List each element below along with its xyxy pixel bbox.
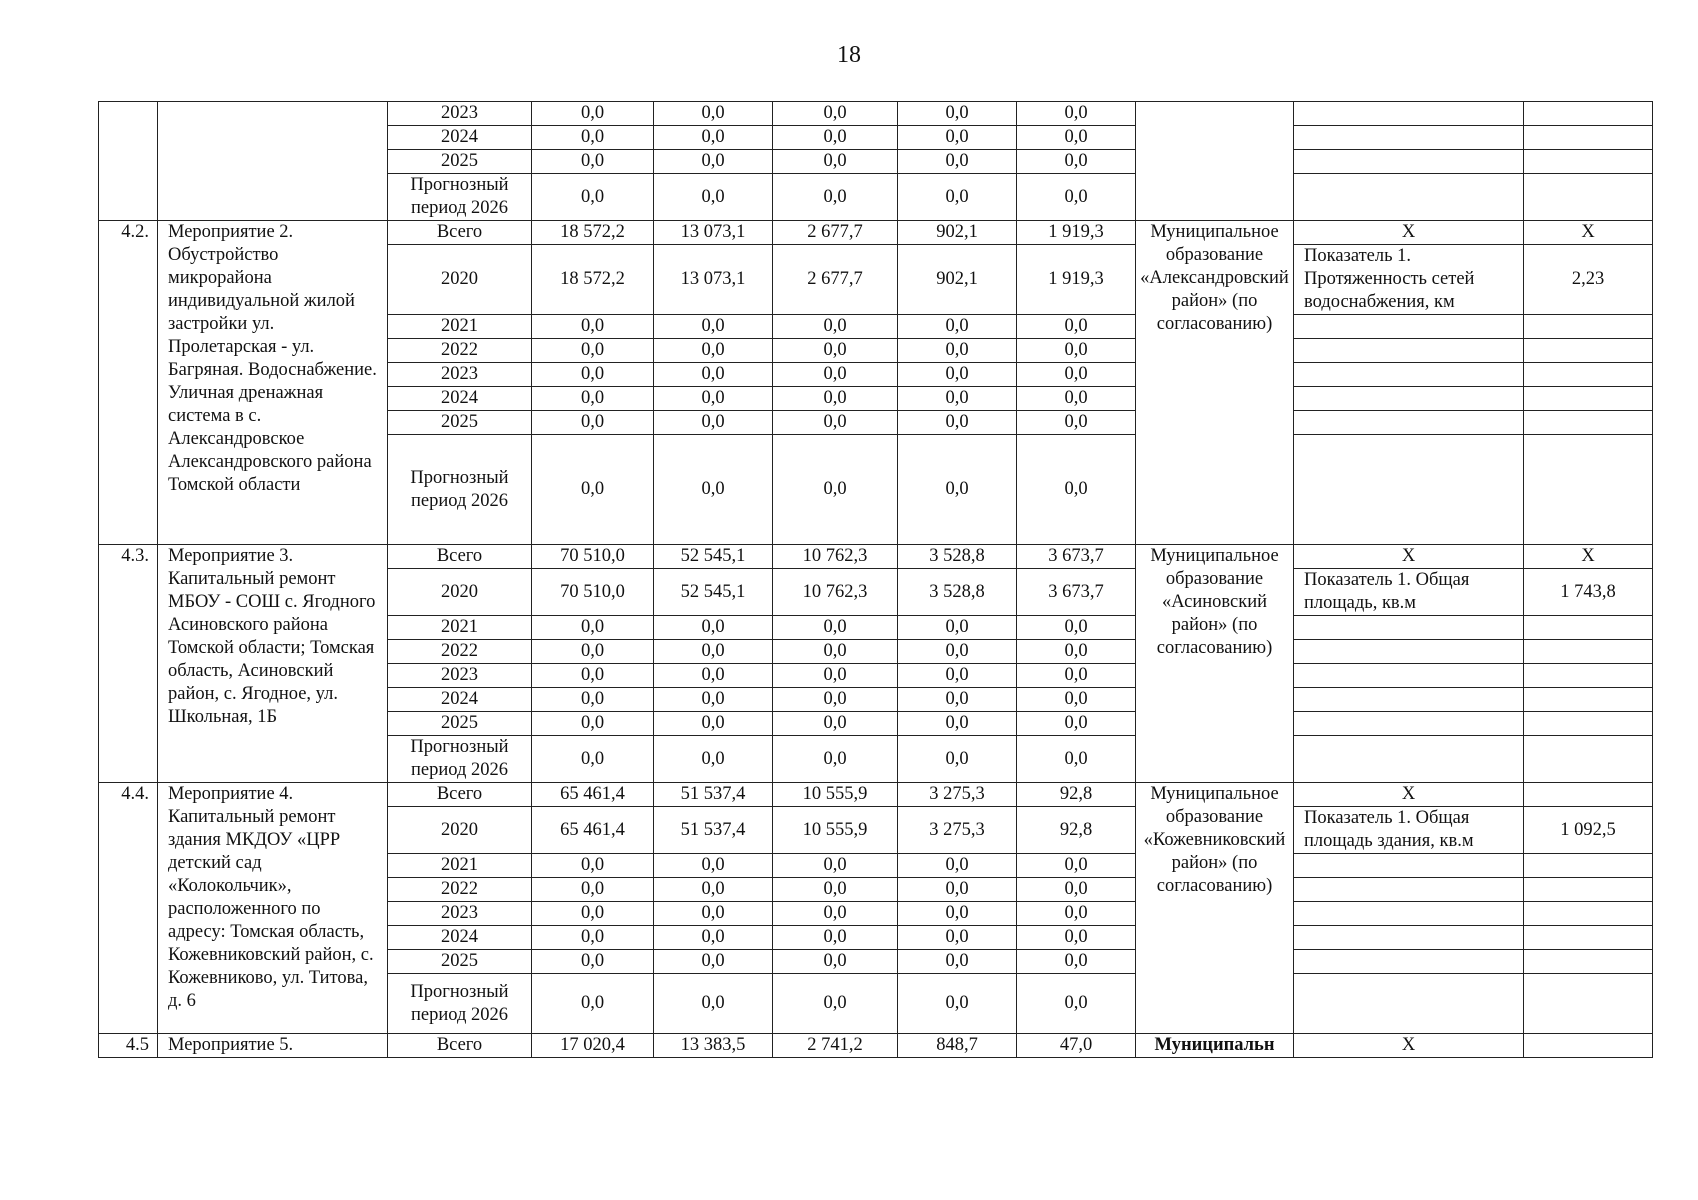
- amount-cell: 0,0: [654, 174, 773, 221]
- amount-cell: 0,0: [532, 878, 654, 902]
- amount-cell: 0,0: [532, 411, 654, 435]
- amount-cell: 0,0: [532, 902, 654, 926]
- period-cell: Всего: [388, 545, 532, 569]
- amount-cell: 0,0: [773, 736, 898, 783]
- period-cell: 2023: [388, 363, 532, 387]
- amount-cell: 0,0: [1017, 688, 1136, 712]
- empty-cell: [1524, 387, 1653, 411]
- amount-cell: 0,0: [532, 664, 654, 688]
- amount-cell: 10 762,3: [773, 569, 898, 616]
- amount-cell: 0,0: [773, 435, 898, 545]
- amount-cell: 0,0: [532, 315, 654, 339]
- amount-cell: 0,0: [1017, 126, 1136, 150]
- amount-cell: 0,0: [1017, 974, 1136, 1034]
- amount-cell: 0,0: [898, 315, 1017, 339]
- amount-cell: 0,0: [1017, 435, 1136, 545]
- name-cell: [158, 102, 388, 221]
- period-cell: 2022: [388, 640, 532, 664]
- amount-cell: 70 510,0: [532, 545, 654, 569]
- empty-cell: [1294, 736, 1524, 783]
- empty-cell: [1524, 664, 1653, 688]
- amount-cell: 0,0: [1017, 102, 1136, 126]
- amount-cell: 0,0: [898, 126, 1017, 150]
- x-mark: Х: [1294, 783, 1524, 807]
- amount-cell: 0,0: [654, 736, 773, 783]
- amount-cell: 0,0: [1017, 616, 1136, 640]
- period-cell: 2023: [388, 664, 532, 688]
- x-mark: Х: [1524, 545, 1653, 569]
- period-cell: 2021: [388, 315, 532, 339]
- amount-cell: 0,0: [773, 387, 898, 411]
- amount-cell: 65 461,4: [532, 783, 654, 807]
- empty-cell: [1294, 126, 1524, 150]
- amount-cell: 0,0: [898, 363, 1017, 387]
- amount-cell: 0,0: [532, 950, 654, 974]
- amount-cell: 0,0: [532, 616, 654, 640]
- period-cell: 2022: [388, 878, 532, 902]
- period-cell: 2020: [388, 245, 532, 315]
- empty-cell: [1294, 974, 1524, 1034]
- amount-cell: 848,7: [898, 1034, 1017, 1058]
- empty-cell: [1294, 315, 1524, 339]
- amount-cell: 0,0: [532, 712, 654, 736]
- amount-cell: 0,0: [1017, 363, 1136, 387]
- empty-cell: [1524, 854, 1653, 878]
- amount-cell: 0,0: [898, 974, 1017, 1034]
- empty-cell: [1524, 339, 1653, 363]
- num-cell: [99, 102, 158, 221]
- amount-cell: 0,0: [898, 926, 1017, 950]
- amount-cell: 0,0: [1017, 315, 1136, 339]
- amount-cell: 18 572,2: [532, 221, 654, 245]
- amount-cell: 0,0: [532, 339, 654, 363]
- amount-cell: 0,0: [654, 315, 773, 339]
- amount-cell: 70 510,0: [532, 569, 654, 616]
- amount-cell: 0,0: [532, 126, 654, 150]
- amount-cell: 0,0: [773, 339, 898, 363]
- amount-cell: 13 383,5: [654, 1034, 773, 1058]
- empty-cell: [1524, 1034, 1653, 1058]
- empty-cell: [1524, 174, 1653, 221]
- amount-cell: 0,0: [898, 688, 1017, 712]
- amount-cell: 902,1: [898, 245, 1017, 315]
- amount-cell: 3 275,3: [898, 807, 1017, 854]
- amount-cell: 0,0: [1017, 339, 1136, 363]
- amount-cell: 0,0: [654, 950, 773, 974]
- page-number: 18: [837, 42, 861, 68]
- activity-number: 4.2.: [99, 221, 158, 545]
- responsible-cell: Муниципальн: [1136, 1034, 1294, 1058]
- empty-cell: [1524, 712, 1653, 736]
- amount-cell: 1 919,3: [1017, 245, 1136, 315]
- period-cell: Прогнозный период 2026: [388, 974, 532, 1034]
- amount-cell: 0,0: [773, 616, 898, 640]
- activity-name: Мероприятие 2. Обустройство микрорайона индивидуальной жилой застройки ул. Пролетарская - ул. Багряная. Водоснабжение. Уличная дренажная система в с. Александровское Александровского района Томской области: [158, 221, 388, 545]
- amount-cell: 10 555,9: [773, 807, 898, 854]
- amount-cell: 0,0: [773, 688, 898, 712]
- table-row: [99, 783, 1653, 807]
- amount-cell: 0,0: [898, 736, 1017, 783]
- activity-number: 4.3.: [99, 545, 158, 783]
- amount-cell: 0,0: [654, 712, 773, 736]
- amount-cell: 0,0: [1017, 926, 1136, 950]
- amount-cell: 0,0: [654, 616, 773, 640]
- activity-number: 4.5: [99, 1034, 158, 1058]
- amount-cell: 0,0: [1017, 411, 1136, 435]
- amount-cell: 0,0: [773, 926, 898, 950]
- period-cell: Прогнозный период 2026: [388, 174, 532, 221]
- amount-cell: 0,0: [898, 387, 1017, 411]
- amount-cell: 0,0: [532, 387, 654, 411]
- empty-cell: [1524, 150, 1653, 174]
- empty-cell: [1524, 878, 1653, 902]
- amount-cell: 92,8: [1017, 783, 1136, 807]
- period-cell: 2024: [388, 387, 532, 411]
- empty-cell: [1294, 712, 1524, 736]
- amount-cell: 0,0: [1017, 878, 1136, 902]
- amount-cell: 3 673,7: [1017, 569, 1136, 616]
- amount-cell: 3 673,7: [1017, 545, 1136, 569]
- amount-cell: 0,0: [532, 736, 654, 783]
- budget-table: [98, 101, 1653, 1058]
- period-cell: Всего: [388, 221, 532, 245]
- amount-cell: 0,0: [654, 640, 773, 664]
- amount-cell: 0,0: [898, 616, 1017, 640]
- amount-cell: 1 919,3: [1017, 221, 1136, 245]
- amount-cell: 0,0: [532, 926, 654, 950]
- amount-cell: 0,0: [773, 712, 898, 736]
- empty-cell: [1524, 902, 1653, 926]
- amount-cell: 92,8: [1017, 807, 1136, 854]
- amount-cell: 0,0: [532, 854, 654, 878]
- empty-cell: [1294, 950, 1524, 974]
- table-row: [99, 545, 1653, 569]
- amount-cell: 0,0: [1017, 174, 1136, 221]
- period-cell: 2023: [388, 902, 532, 926]
- empty-cell: [1524, 411, 1653, 435]
- amount-cell: 0,0: [654, 339, 773, 363]
- indicator-name: Показатель 1. Протяженность сетей водоснабжения, км: [1294, 245, 1524, 315]
- empty-cell: [1524, 126, 1653, 150]
- amount-cell: 0,0: [1017, 664, 1136, 688]
- empty-cell: [1524, 102, 1653, 126]
- amount-cell: 0,0: [898, 664, 1017, 688]
- indicator-name: Показатель 1. Общая площадь здания, кв.м: [1294, 807, 1524, 854]
- activity-name: Мероприятие 4. Капитальный ремонт здания МКДОУ «ЦРР детский сад «Колокольчик», расположенного по адресу: Томская область, Кожевниковский район, с. Кожевниково, ул. Титова, д. 6: [158, 783, 388, 1034]
- amount-cell: 0,0: [773, 150, 898, 174]
- amount-cell: 0,0: [1017, 150, 1136, 174]
- amount-cell: 0,0: [773, 126, 898, 150]
- amount-cell: 0,0: [654, 150, 773, 174]
- amount-cell: 0,0: [898, 339, 1017, 363]
- amount-cell: 3 528,8: [898, 569, 1017, 616]
- amount-cell: 0,0: [532, 102, 654, 126]
- responsible-cell: Муниципальное образование «Александровский район» (по согласованию): [1136, 221, 1294, 545]
- amount-cell: 0,0: [898, 174, 1017, 221]
- empty-cell: [1524, 363, 1653, 387]
- empty-cell: [1524, 736, 1653, 783]
- amount-cell: 2 677,7: [773, 245, 898, 315]
- amount-cell: 0,0: [773, 363, 898, 387]
- amount-cell: 0,0: [1017, 902, 1136, 926]
- empty-cell: [1294, 363, 1524, 387]
- empty-cell: [1524, 926, 1653, 950]
- amount-cell: 0,0: [773, 664, 898, 688]
- empty-cell: [1294, 926, 1524, 950]
- period-cell: 2020: [388, 807, 532, 854]
- activity-name: Мероприятие 3. Капитальный ремонт МБОУ - СОШ с. Ягодного Асиновского района Томской области; Томская область, Асиновский район, с. Ягодное, ул. Школьная, 1Б: [158, 545, 388, 783]
- period-cell: 2025: [388, 712, 532, 736]
- x-mark: Х: [1294, 545, 1524, 569]
- empty-cell: [1294, 102, 1524, 126]
- empty-cell: [1524, 783, 1653, 807]
- empty-cell: [1294, 411, 1524, 435]
- period-cell: 2025: [388, 411, 532, 435]
- empty-cell: [1524, 640, 1653, 664]
- amount-cell: 0,0: [654, 387, 773, 411]
- amount-cell: 0,0: [898, 950, 1017, 974]
- amount-cell: 0,0: [773, 974, 898, 1034]
- empty-cell: [1294, 902, 1524, 926]
- indicator-value: 2,23: [1524, 245, 1653, 315]
- amount-cell: 0,0: [654, 688, 773, 712]
- empty-cell: [1294, 174, 1524, 221]
- amount-cell: 0,0: [532, 688, 654, 712]
- amount-cell: 0,0: [654, 411, 773, 435]
- empty-cell: [1294, 339, 1524, 363]
- amount-cell: 10 555,9: [773, 783, 898, 807]
- amount-cell: 0,0: [773, 854, 898, 878]
- amount-cell: 0,0: [898, 102, 1017, 126]
- empty-cell: [1294, 150, 1524, 174]
- period-cell: 2022: [388, 339, 532, 363]
- responsible-cell: Муниципальное образование «Асиновский район» (по согласованию): [1136, 545, 1294, 783]
- amount-cell: 0,0: [773, 174, 898, 221]
- period-cell: Всего: [388, 1034, 532, 1058]
- amount-cell: 13 073,1: [654, 245, 773, 315]
- amount-cell: 52 545,1: [654, 569, 773, 616]
- empty-cell: [1524, 950, 1653, 974]
- empty-cell: [1294, 640, 1524, 664]
- table-row: [99, 1034, 1653, 1058]
- table-body: [99, 102, 1653, 1058]
- empty-cell: [1524, 616, 1653, 640]
- amount-cell: 0,0: [773, 878, 898, 902]
- x-mark: Х: [1294, 221, 1524, 245]
- amount-cell: 0,0: [898, 640, 1017, 664]
- empty-cell: [1294, 878, 1524, 902]
- amount-cell: 3 275,3: [898, 783, 1017, 807]
- indicator-name: Показатель 1. Общая площадь, кв.м: [1294, 569, 1524, 616]
- amount-cell: 52 545,1: [654, 545, 773, 569]
- amount-cell: 0,0: [654, 363, 773, 387]
- period-cell: 2025: [388, 150, 532, 174]
- empty-cell: [1524, 315, 1653, 339]
- amount-cell: 0,0: [654, 902, 773, 926]
- table-row: [99, 102, 1653, 126]
- indicator-value: 1 743,8: [1524, 569, 1653, 616]
- amount-cell: 0,0: [532, 363, 654, 387]
- amount-cell: 51 537,4: [654, 807, 773, 854]
- amount-cell: 0,0: [1017, 387, 1136, 411]
- amount-cell: 0,0: [898, 878, 1017, 902]
- amount-cell: 0,0: [773, 640, 898, 664]
- period-cell: 2024: [388, 126, 532, 150]
- amount-cell: 0,0: [532, 640, 654, 664]
- amount-cell: 0,0: [654, 854, 773, 878]
- amount-cell: 0,0: [654, 435, 773, 545]
- period-cell: Прогнозный период 2026: [388, 736, 532, 783]
- period-cell: 2021: [388, 854, 532, 878]
- period-cell: 2024: [388, 688, 532, 712]
- amount-cell: 0,0: [773, 315, 898, 339]
- table-row: [99, 221, 1653, 245]
- empty-cell: [1294, 435, 1524, 545]
- empty-cell: [1294, 616, 1524, 640]
- empty-cell: [1524, 974, 1653, 1034]
- amount-cell: 0,0: [898, 902, 1017, 926]
- amount-cell: 0,0: [532, 174, 654, 221]
- amount-cell: 51 537,4: [654, 783, 773, 807]
- amount-cell: 0,0: [1017, 854, 1136, 878]
- amount-cell: 17 020,4: [532, 1034, 654, 1058]
- activity-number: 4.4.: [99, 783, 158, 1034]
- period-cell: 2020: [388, 569, 532, 616]
- responsible-cell: [1136, 102, 1294, 221]
- empty-cell: [1294, 664, 1524, 688]
- amount-cell: 0,0: [773, 411, 898, 435]
- x-mark: Х: [1524, 221, 1653, 245]
- amount-cell: 0,0: [654, 926, 773, 950]
- period-cell: 2023: [388, 102, 532, 126]
- amount-cell: 0,0: [654, 974, 773, 1034]
- amount-cell: 0,0: [773, 902, 898, 926]
- amount-cell: 0,0: [654, 102, 773, 126]
- amount-cell: 65 461,4: [532, 807, 654, 854]
- amount-cell: 47,0: [1017, 1034, 1136, 1058]
- amount-cell: 0,0: [654, 878, 773, 902]
- amount-cell: 2 677,7: [773, 221, 898, 245]
- amount-cell: 0,0: [1017, 736, 1136, 783]
- amount-cell: 0,0: [898, 150, 1017, 174]
- amount-cell: 0,0: [532, 435, 654, 545]
- amount-cell: 0,0: [532, 974, 654, 1034]
- amount-cell: 0,0: [898, 712, 1017, 736]
- amount-cell: 0,0: [898, 411, 1017, 435]
- empty-cell: [1524, 688, 1653, 712]
- amount-cell: 0,0: [1017, 640, 1136, 664]
- responsible-cell: Муниципальное образование «Кожевниковский район» (по согласованию): [1136, 783, 1294, 1034]
- amount-cell: 0,0: [654, 126, 773, 150]
- amount-cell: 3 528,8: [898, 545, 1017, 569]
- amount-cell: 902,1: [898, 221, 1017, 245]
- amount-cell: 0,0: [773, 102, 898, 126]
- amount-cell: 0,0: [898, 854, 1017, 878]
- x-mark: Х: [1294, 1034, 1524, 1058]
- amount-cell: 18 572,2: [532, 245, 654, 315]
- period-cell: 2025: [388, 950, 532, 974]
- period-cell: 2024: [388, 926, 532, 950]
- amount-cell: 13 073,1: [654, 221, 773, 245]
- empty-cell: [1524, 435, 1653, 545]
- amount-cell: 0,0: [1017, 712, 1136, 736]
- period-cell: 2021: [388, 616, 532, 640]
- indicator-value: 1 092,5: [1524, 807, 1653, 854]
- amount-cell: 2 741,2: [773, 1034, 898, 1058]
- amount-cell: 0,0: [532, 150, 654, 174]
- amount-cell: 0,0: [773, 950, 898, 974]
- empty-cell: [1294, 387, 1524, 411]
- amount-cell: 0,0: [1017, 950, 1136, 974]
- period-cell: Всего: [388, 783, 532, 807]
- amount-cell: 0,0: [654, 664, 773, 688]
- empty-cell: [1294, 688, 1524, 712]
- empty-cell: [1294, 854, 1524, 878]
- amount-cell: 10 762,3: [773, 545, 898, 569]
- amount-cell: 0,0: [898, 435, 1017, 545]
- activity-name: Мероприятие 5.: [158, 1034, 388, 1058]
- period-cell: Прогнозный период 2026: [388, 435, 532, 545]
